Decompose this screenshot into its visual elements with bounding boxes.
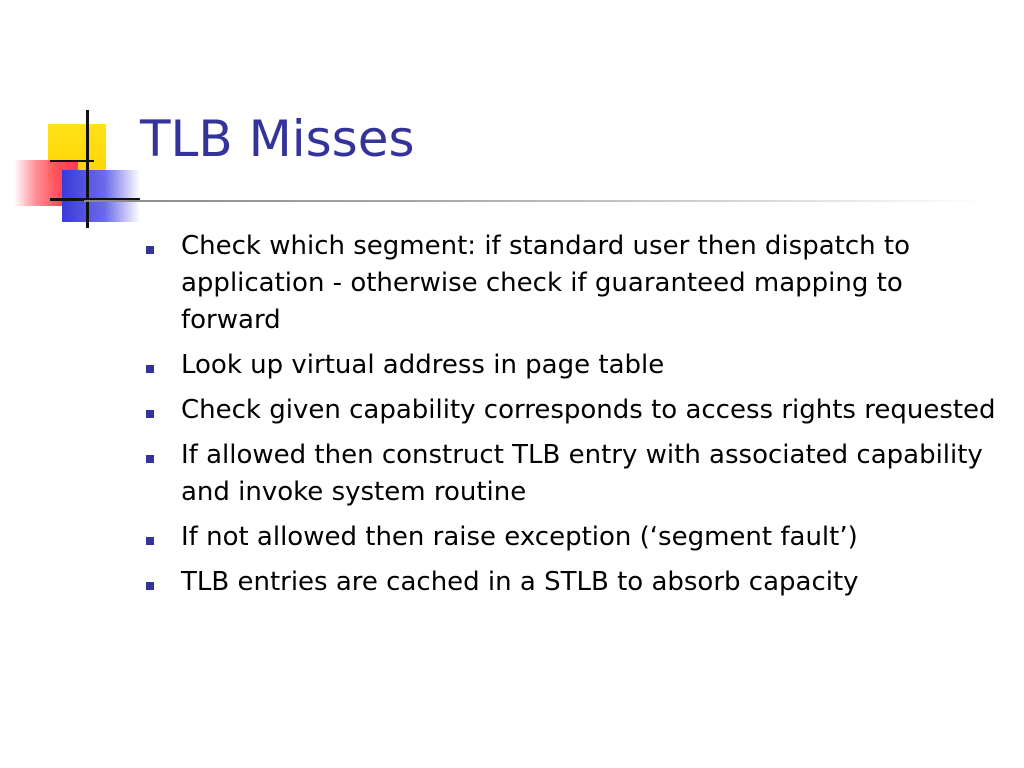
bullet-list (140, 228, 1000, 609)
bullet-item (140, 347, 1000, 384)
square-bullet-icon (146, 537, 154, 545)
bullet-text: If allowed then construct TLB entry with associated capability and invoke system routine (181, 440, 983, 507)
logo-vertical-line (86, 110, 89, 228)
square-bullet-icon (146, 365, 154, 373)
square-bullet-icon (146, 582, 154, 590)
bullet-item (140, 564, 1000, 601)
logo-blue-square (62, 170, 140, 222)
bullet-item (140, 392, 1000, 429)
bullet-text: If not allowed then raise exception (‘segment fault’) (181, 522, 858, 552)
square-bullet-icon (146, 410, 154, 418)
bullet-text: TLB entries are cached in a STLB to absorb capacity (181, 567, 859, 597)
bullet-text: Check given capability corresponds to access rights requested (181, 395, 996, 425)
bullet-item (140, 437, 1000, 511)
bullet-text: Look up virtual address in page table (181, 350, 665, 380)
slide-title: TLB Misses (140, 110, 415, 168)
bullet-item (140, 519, 1000, 556)
bullet-item (140, 228, 1000, 339)
bullet-text: Check which segment: if standard user then dispatch to application - otherwise check if guaranteed mapping to forward (181, 231, 910, 335)
square-logo-icon (0, 0, 150, 240)
square-bullet-icon (146, 455, 154, 463)
title-divider (84, 200, 984, 202)
square-bullet-icon (146, 246, 154, 254)
logo-short-line (50, 160, 94, 162)
